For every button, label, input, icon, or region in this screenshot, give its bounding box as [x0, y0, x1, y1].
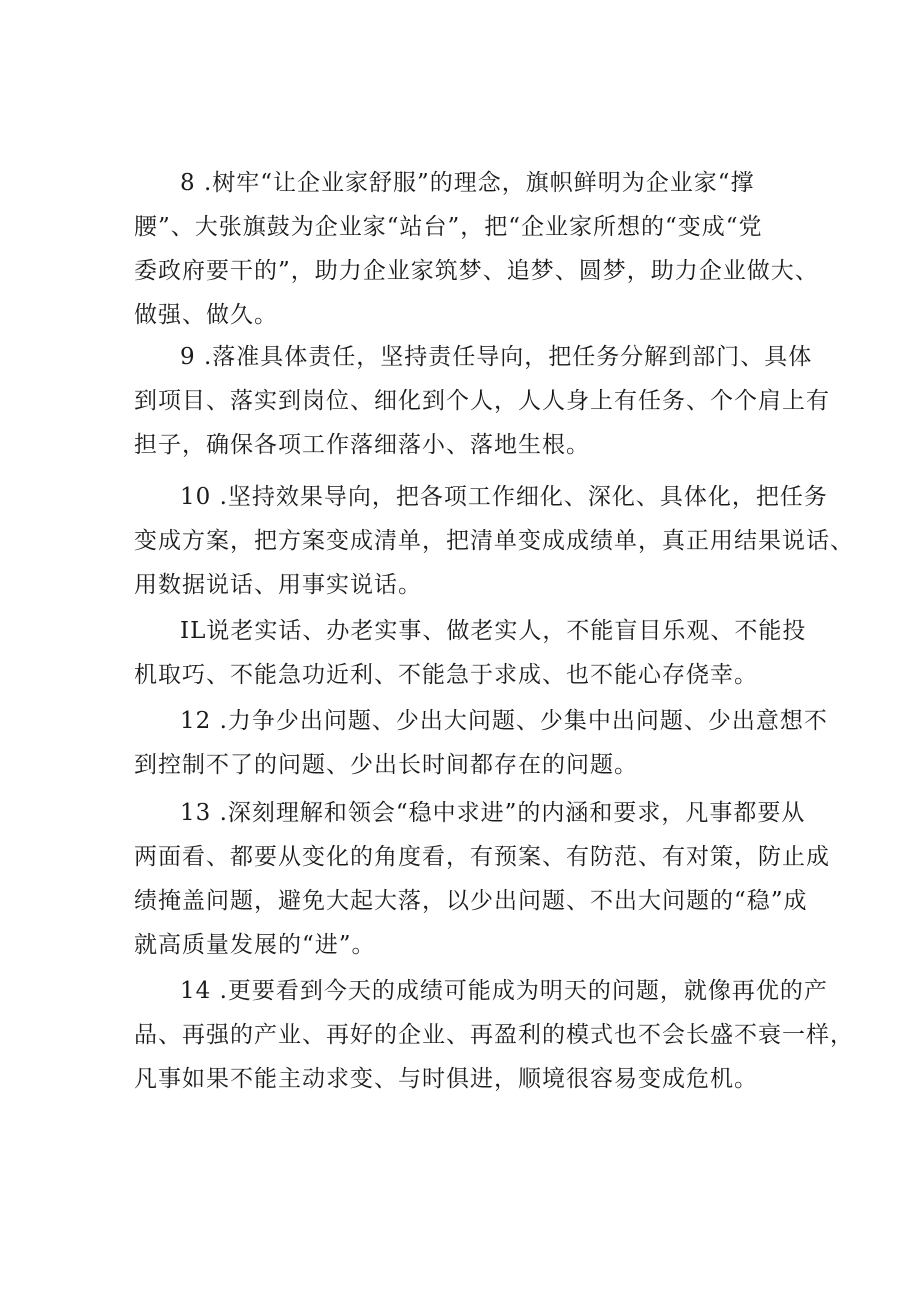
paragraph-line: 品、再强的产业、再好的企业、再盈利的模式也不会长盛不衰一样，	[134, 1022, 854, 1048]
paragraph-line: 14 .更要看到今天的成绩可能成为明天的问题，就像再优的产	[180, 978, 828, 1004]
paragraph-line: 到项目、落实到岗位、细化到个人，人人身上有任务、个个肩上有	[134, 388, 830, 414]
paragraph-line: 到控制不了的问题、少出长时间都存在的问题。	[134, 752, 638, 778]
paragraph-line: 凡事如果不能主动求变、与时俱进，顺境很容易变成危机。	[134, 1066, 758, 1092]
paragraph-line: 12 .力争少出问题、少出大问题、少集中出问题、少出意想不	[180, 708, 828, 734]
paragraph-line: IL说老实话、办老实事、做老实人，不能盲目乐观、不能投	[180, 618, 807, 644]
paragraph-line: 机取巧、不能急功近利、不能急于求成、也不能心存侥幸。	[134, 662, 758, 688]
paragraph-line: 腰”、大张旗鼓为企业家“站台”，把“企业家所想的“变成“党	[134, 214, 763, 240]
paragraph-line: 做强、做久。	[134, 302, 278, 328]
paragraph-line: 8 .树牢“让企业家舒服”的理念，旗帜鲜明为企业家“撑	[180, 170, 755, 196]
paragraph-line: 绩掩盖问题，避免大起大落，以少出问题、不出大问题的“稳”成	[134, 888, 808, 914]
paragraph-line: 两面看、都要从变化的角度看，有预案、有防范、有对策，防止成	[134, 844, 830, 870]
paragraph-line: 13 .深刻理解和领会“稳中求进”的内涵和要求，凡事都要从	[180, 800, 806, 826]
paragraph-line: 9 .落准具体责任，坚持责任导向，把任务分解到部门、具体	[180, 344, 813, 370]
paragraph-line: 10 .坚持效果导向，把各项工作细化、深化、具体化，把任务	[180, 484, 828, 510]
paragraph-line: 变成方案，把方案变成清单，把清单变成成绩单，真正用结果说话、	[134, 528, 854, 554]
paragraph-line: 用数据说话、用事实说话。	[134, 572, 422, 598]
paragraph-line: 就高质量发展的“进”。	[134, 932, 376, 958]
paragraph-line: 担子，确保各项工作落细落小、落地生根。	[134, 432, 590, 458]
paragraph-line: 委政府要干的”，助力企业家筑梦、追梦、圆梦，助力企业做大、	[134, 258, 819, 284]
